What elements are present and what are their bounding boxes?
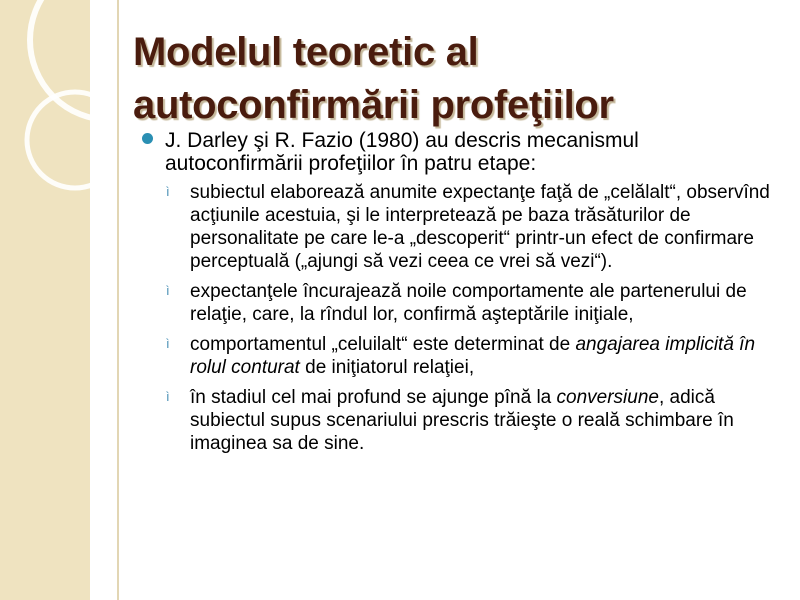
sub-bullet-icon: ì <box>166 283 170 298</box>
decorative-circles <box>0 0 120 600</box>
sub-point-text-post: de iniţiatorul relaţiei, <box>299 357 475 378</box>
slide-title <box>133 26 773 132</box>
sub-point-text-emphasis: conversiune <box>556 387 659 408</box>
title-line-2: autoconfirmării profeţiilor <box>133 83 614 127</box>
main-point <box>140 129 780 175</box>
bullet-dot-icon <box>142 133 153 144</box>
sub-point <box>140 333 780 379</box>
sub-bullet-icon: ì <box>166 336 170 351</box>
sub-point-text-pre: comportamentul „celuilalt“ este determinat de <box>190 334 576 355</box>
sub-point <box>140 386 780 455</box>
divider-line <box>117 0 119 600</box>
sub-points-list <box>140 181 780 455</box>
main-point-text: J. Darley şi R. Fazio (1980) au descris mecanismul autoconfirmării profeţiilor în patru etape: <box>165 129 639 175</box>
sub-point <box>140 280 780 326</box>
sub-point-text: subiectul elaborează anumite expectanţe faţă de „celălalt“, observînd acţiunile acestuia, şi le interpretează pe baza trăsăturilor de personalitate pe care le-a „descoperit“ printr-un efect de confirmare perceptuală („ajungi să vezi ceea ce vrei să vezi“). <box>190 182 770 272</box>
title-line-1: Modelul teoretic al <box>133 30 479 74</box>
sub-bullet-icon: ì <box>166 184 170 199</box>
sub-bullet-icon: ì <box>166 389 170 404</box>
sub-point-text: expectanţele încurajează noile comportamente ale partenerului de relaţie, care, la rîndul lor, confirmă aşteptările iniţiale, <box>190 281 747 325</box>
sub-point-text-post: , adică subiectul supus scenariului prescris trăieşte o reală schimbare în imaginea sa de sine. <box>190 387 734 454</box>
sub-point-text-emphasis: angajarea implicită în rolul conturat <box>190 334 756 378</box>
sub-point <box>140 181 780 273</box>
sub-point-text-pre: în stadiul cel mai profund se ajunge pînă la <box>190 387 557 408</box>
slide-content <box>140 129 780 455</box>
